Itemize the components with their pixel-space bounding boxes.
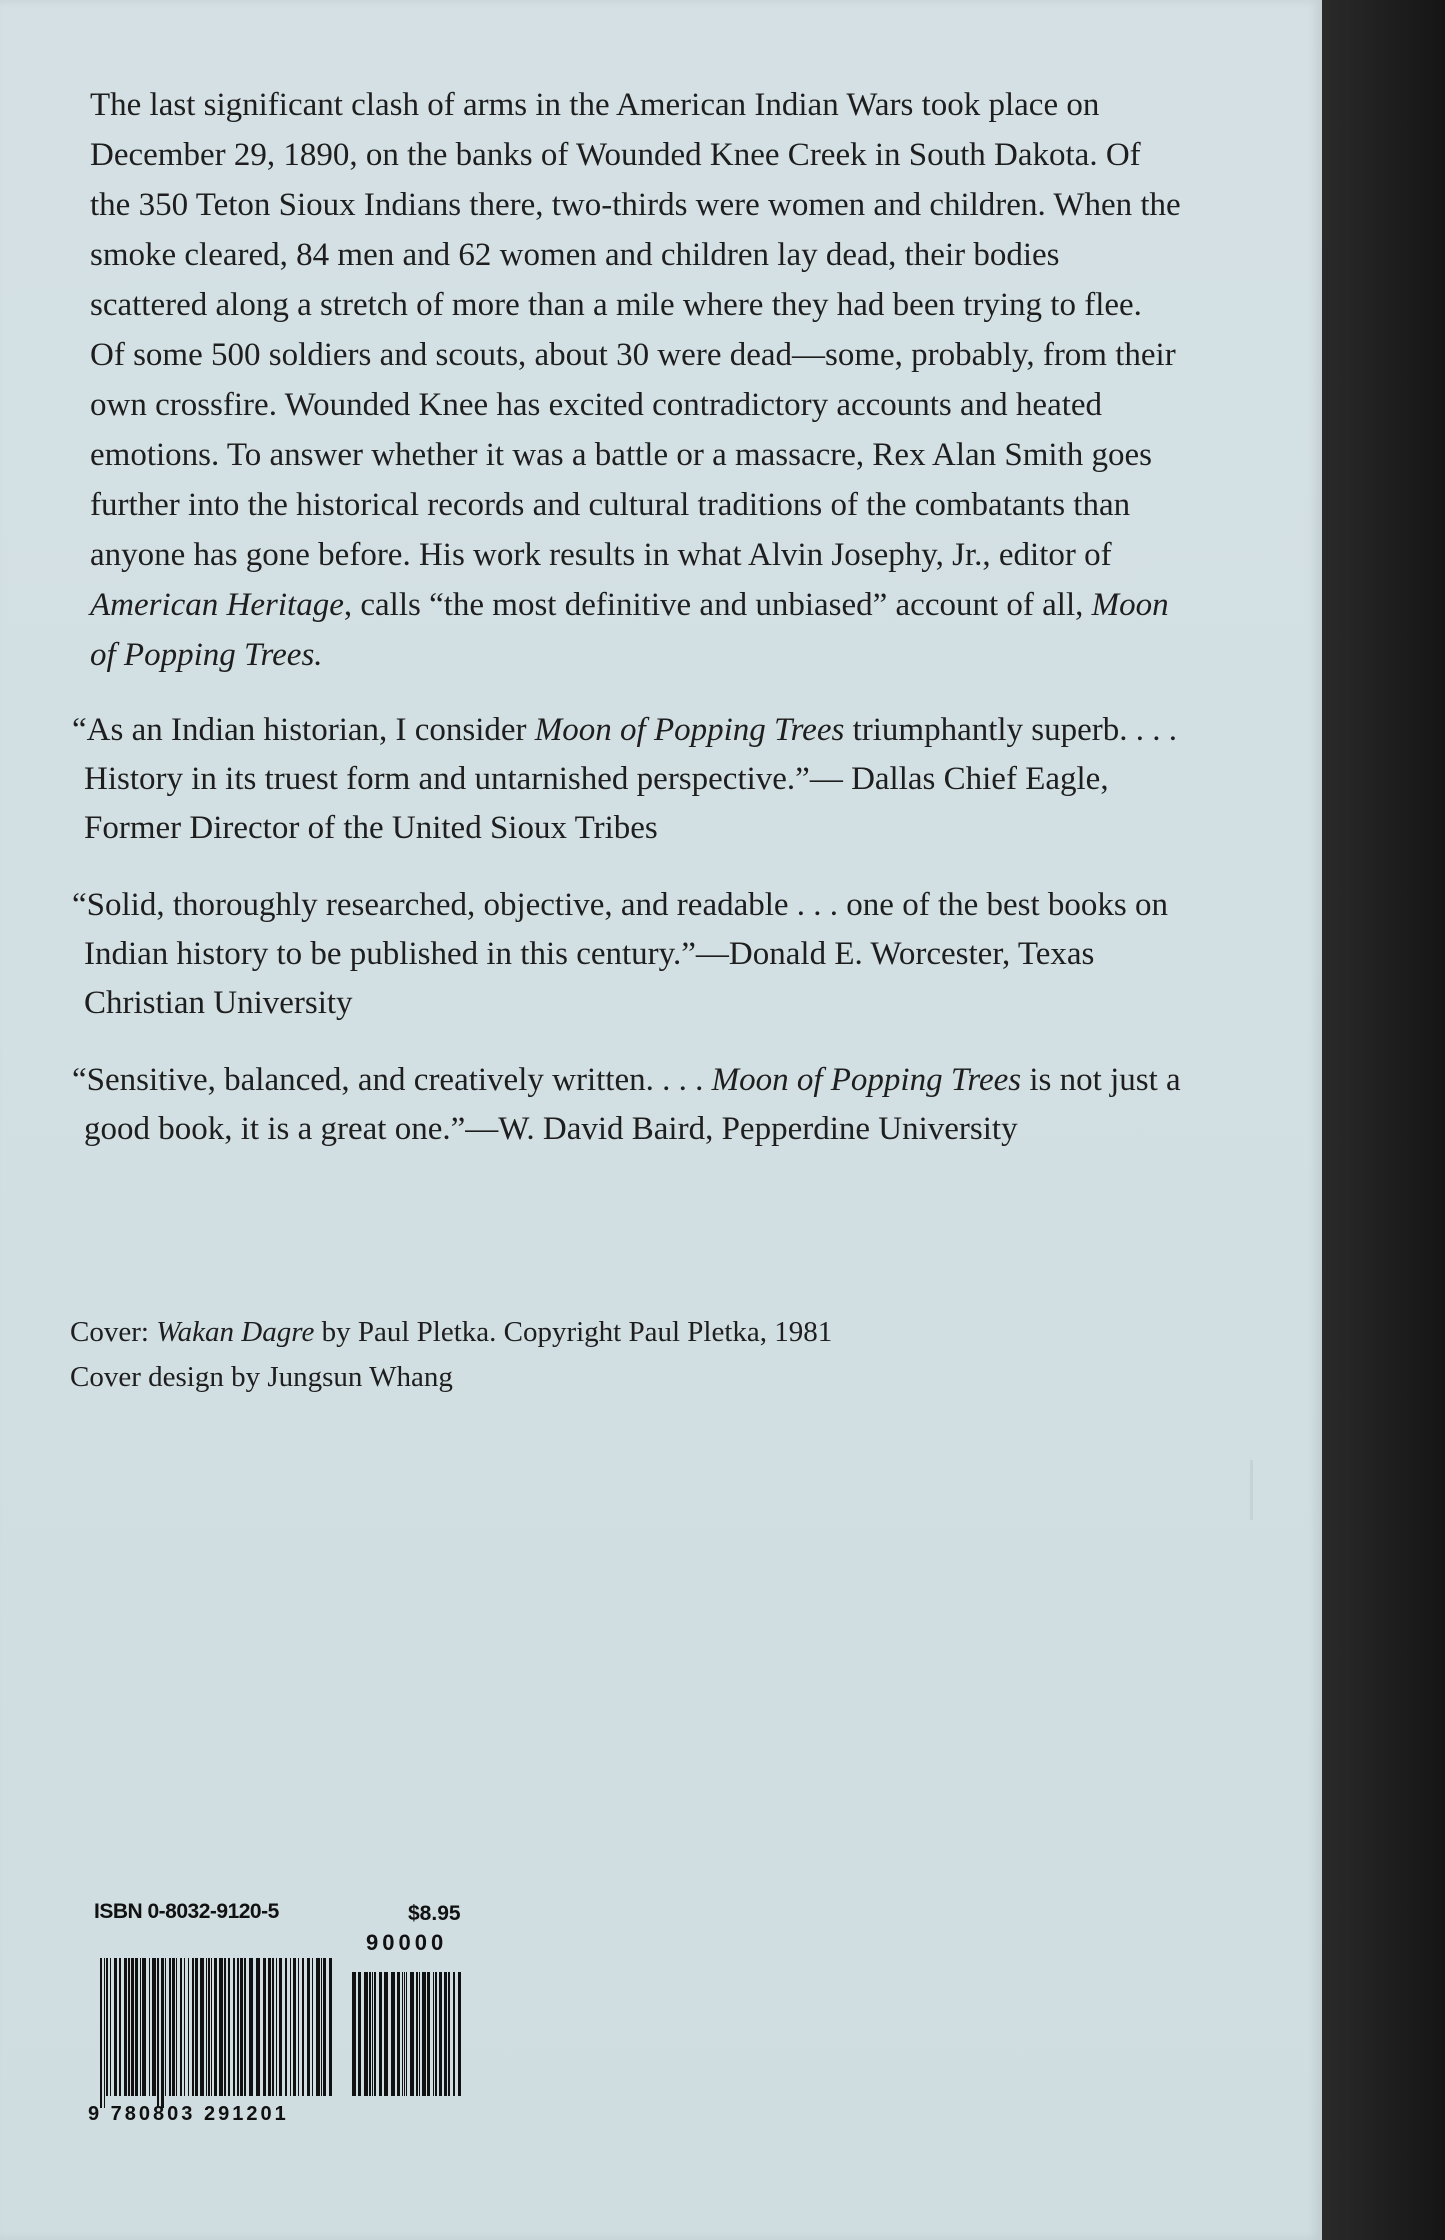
barcode-bar bbox=[391, 1972, 395, 2096]
barcode-bar bbox=[128, 1958, 130, 2096]
barcode-bar bbox=[358, 1972, 361, 2096]
ean-digits: 9 780803 291201 bbox=[88, 2103, 289, 2125]
barcode-bar bbox=[176, 1958, 177, 2096]
barcode-bar bbox=[131, 1958, 134, 2096]
barcode-bar bbox=[256, 1958, 260, 2096]
barcode-bar bbox=[435, 1972, 437, 2096]
quote-3-pre: “Sensitive, balanced, and creatively written. . . . bbox=[72, 1062, 712, 1098]
back-cover-text bbox=[72, 80, 1182, 1182]
barcode-bar bbox=[402, 1972, 403, 2096]
barcode-bar bbox=[439, 1972, 442, 2096]
barcode-bar bbox=[321, 1958, 322, 2096]
barcode-bar bbox=[422, 1972, 426, 2096]
barcode-bar bbox=[293, 1958, 296, 2096]
barcode-bar bbox=[410, 1972, 414, 2096]
barcode-bar bbox=[169, 1958, 171, 2096]
barcode-bar bbox=[448, 1972, 450, 2096]
barcode-block bbox=[88, 1900, 488, 2140]
barcode-bar bbox=[272, 1958, 274, 2096]
barcode-bar bbox=[379, 1972, 382, 2096]
barcode-bar bbox=[219, 1958, 223, 2096]
barcode-bar bbox=[307, 1958, 310, 2096]
barcode-bar bbox=[192, 1958, 194, 2096]
barcode-bar bbox=[329, 1958, 332, 2096]
barcode-bar bbox=[100, 1958, 102, 2108]
cover-credits bbox=[70, 1310, 1070, 1400]
barcode-bar bbox=[244, 1958, 246, 2096]
cover-design-credit: Cover design by Jungsun Whang bbox=[70, 1361, 453, 1393]
barcode-bar bbox=[165, 1958, 166, 2096]
barcode-bar bbox=[285, 1958, 287, 2096]
blurb-text-mid: , calls “the most definitive and unbiased” account of all, bbox=[343, 587, 1092, 623]
barcode-bar bbox=[228, 1958, 230, 2096]
barcode-bar bbox=[240, 1958, 243, 2096]
barcode-bar bbox=[188, 1958, 189, 2096]
blurb-text: The last significant clash of arms in the American Indian Wars took place on December 29, 1890, on the banks of Wounded Knee Creek in South Dakota. Of the 350 Teton Sioux Indians there, two-thirds were women and children. When the smoke cleared, 84 men and 62 women and children lay dead, their bodies scattered along a stretch of more than a mile where they had been trying to flee. Of some 500 soldiers and scouts, about 30 were dead—some, probably, from their own crossfire. Wounded Knee has excited contradictory accounts and heated emotions. To answer whether it was a battle or a massacre, Rex Alan Smith goes further into the historical records and cultural traditions of the combatants than anyone has gone before. His work results in what Alvin Josephy, Jr., editor of bbox=[90, 87, 1181, 573]
quote-3-post: is not just a good book, it is a great one.”—W. David Baird, Pepperdine University bbox=[84, 1062, 1181, 1147]
barcode-bar bbox=[419, 1972, 420, 2096]
review-quote-2 bbox=[72, 881, 1182, 1028]
barcode-bar bbox=[152, 1958, 156, 2096]
barcode-bar bbox=[119, 1958, 121, 2096]
cover-art-title: Wakan Dagre bbox=[156, 1316, 315, 1348]
barcode-bar bbox=[372, 1972, 373, 2096]
barcode-bar bbox=[172, 1958, 175, 2096]
barcode-bar bbox=[135, 1958, 138, 2096]
barcode-bar bbox=[458, 1972, 461, 2096]
quote-3-title: Moon of Popping Trees bbox=[711, 1062, 1022, 1098]
quote-2-text: “Solid, thoroughly researched, objective, and readable . . . one of the best books on Indian history to be published in this century.”—Donald E. Worcester, Texas Christian University bbox=[72, 887, 1169, 1021]
barcode-bar bbox=[416, 1972, 418, 2096]
background-edge bbox=[1322, 0, 1445, 2240]
review-quote-3 bbox=[72, 1056, 1182, 1154]
quote-1-post: triumphantly superb. . . . History in its truest form and untarnished perspective.”— Dallas Chief Eagle, Former Director of the United Sioux Tribes bbox=[84, 712, 1178, 846]
quote-1-title: Moon of Popping Trees bbox=[534, 712, 845, 748]
barcode-bar bbox=[453, 1972, 455, 2096]
barcode-bar bbox=[364, 1972, 368, 2096]
barcode-bar bbox=[208, 1958, 210, 2096]
barcode-bar bbox=[237, 1958, 239, 2096]
barcode-bar bbox=[180, 1958, 182, 2096]
review-quote-1 bbox=[72, 706, 1182, 853]
barcode-bar bbox=[312, 1958, 313, 2096]
price-code: 90000 bbox=[366, 1930, 448, 1955]
barcode-bar bbox=[195, 1958, 198, 2096]
barcode-bar bbox=[233, 1958, 235, 2096]
barcode-bar bbox=[406, 1972, 407, 2096]
barcode-bar bbox=[110, 1958, 111, 2096]
barcode-bar bbox=[149, 1958, 150, 2096]
barcode-bar bbox=[369, 1972, 371, 2096]
barcode-bar bbox=[384, 1972, 388, 2096]
barcode-bar bbox=[427, 1972, 430, 2096]
barcode-bar bbox=[142, 1958, 146, 2096]
barcode-bar bbox=[276, 1958, 277, 2096]
barcode-bar bbox=[106, 1958, 108, 2096]
barcode-bar bbox=[157, 1958, 159, 2108]
barcode-bar bbox=[114, 1958, 117, 2096]
barcode-bar bbox=[302, 1958, 304, 2096]
barcode-bar bbox=[263, 1958, 266, 2096]
isbn-label: ISBN 0-8032-9120-5 bbox=[94, 1900, 279, 1923]
barcode-bar bbox=[200, 1958, 204, 2096]
cover-art-credit: Cover: Wakan Dagre by Paul Pletka. Copyright Paul Pletka, 1981 bbox=[70, 1316, 833, 1348]
barcode-bar bbox=[214, 1958, 217, 2096]
barcode-bar bbox=[140, 1958, 141, 2096]
barcode-bar bbox=[104, 1958, 105, 2108]
barcode-bar bbox=[316, 1958, 320, 2096]
barcode-bar bbox=[444, 1972, 447, 2096]
barcode-bar bbox=[249, 1958, 253, 2096]
barcode-bar bbox=[279, 1958, 282, 2096]
barcode-bar bbox=[397, 1972, 400, 2096]
price-addon-barcode bbox=[350, 1972, 462, 2108]
barcode-bar bbox=[224, 1958, 226, 2096]
barcode-bar bbox=[206, 1958, 207, 2096]
barcode-bar bbox=[211, 1958, 212, 2096]
quote-1-pre: “As an Indian historian, I consider bbox=[72, 712, 535, 748]
ean-barcode bbox=[98, 1958, 338, 2108]
blurb-italic-heritage: American Heritage bbox=[90, 587, 344, 623]
barcode-bar bbox=[323, 1958, 326, 2096]
book-description bbox=[90, 80, 1182, 680]
barcode-bar bbox=[184, 1958, 185, 2096]
price-label: $8.95 bbox=[408, 1902, 461, 1925]
barcode-bar bbox=[352, 1972, 356, 2096]
cover-mark bbox=[1250, 1460, 1253, 1520]
barcode-bar bbox=[268, 1958, 271, 2096]
blurb-italic-title: Moon of Popping Trees. bbox=[90, 587, 1169, 673]
barcode-bar bbox=[290, 1958, 291, 2096]
barcode-bar bbox=[161, 1958, 164, 2108]
barcode-bar bbox=[433, 1972, 434, 2096]
barcode-bar bbox=[404, 1972, 405, 2096]
barcode-bar bbox=[298, 1958, 299, 2096]
barcode-bar bbox=[124, 1958, 127, 2096]
barcode-bar bbox=[374, 1972, 376, 2096]
